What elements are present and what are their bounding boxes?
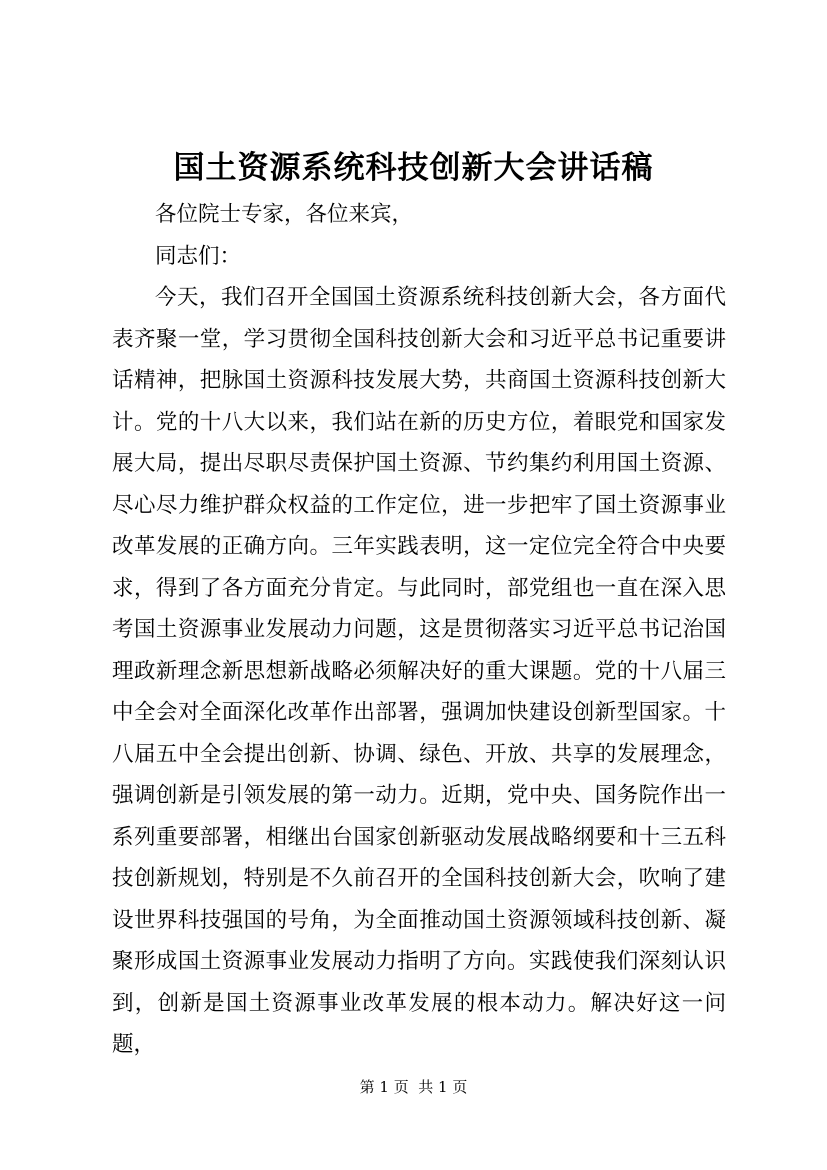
page-number-label: 第 1 页 共 1 页 <box>359 1078 468 1096</box>
page-footer <box>0 1077 827 1097</box>
greeting-line-1: 各位院士专家，各位来宾， <box>155 202 414 227</box>
document-title: 国土资源系统科技创新大会讲话稿 <box>173 150 654 186</box>
document-body <box>112 194 726 1066</box>
greeting-line-2: 同志们： <box>155 243 242 269</box>
body-paragraph: 今天，我们召开全国国土资源系统科技创新大会，各方面代表齐聚一堂，学习贯彻全国科技创新大会和习近平总书记重要讲话精神，把脉国土资源科技发展大势，共商国土资源科技创新大计。党的十八大以来，我们站在新的历史方位，着眼党和国家发展大局，提出尽职尽责保护国土资源、节约集约利用国土资源、尽心尽力维护群众权益的工作定位，进一步把牢了国土资源事业改革发展的正确方向。三年实践表明，这一定位完全符合中央要求，得到了各方面充分肯定。与此同时，部党组也一直在深入思考国土资源事业发展动力问题，这是贯彻落实习近平总书记治国理政新理念新思想新战略必须解决好的重大课题。党的十八届三中全会对全面深化改革作出部署，强调加快建设创新型国家。十八届五中全会提出创新、协调、绿色、开放、共享的发展理念，强调创新是引领发展的第一动力。近期，党中央、国务院作出一系列重要部署，相继出台国家创新驱动发展战略纲要和十三五科技创新规划，特别是不久前召开的全国科技创新大会，吹响了建设世界科技强国的号角，为全面推动国土资源领域科技创新、凝聚形成国土资源事业发展动力指明了方向。实践使我们深刻认识到，创新是国土资源事业改革发展的根本动力。解决好这一问题， <box>112 285 726 1057</box>
